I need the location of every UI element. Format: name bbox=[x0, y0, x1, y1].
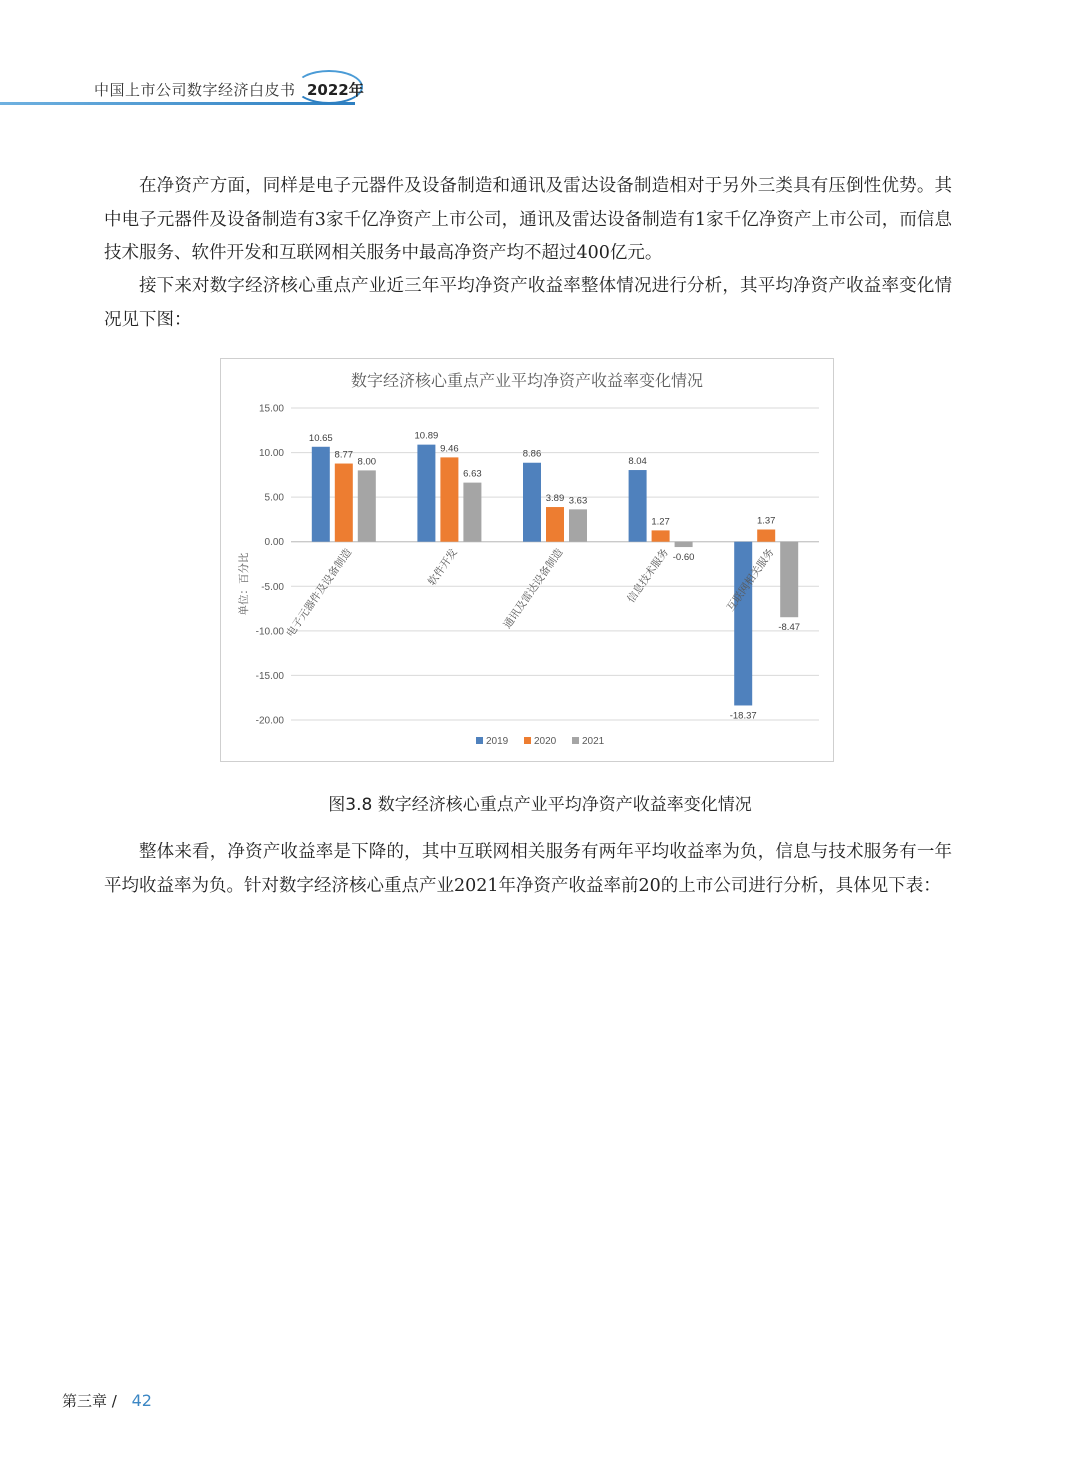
bar-2019 bbox=[312, 447, 330, 542]
data-label: 8.77 bbox=[334, 449, 354, 461]
y-tick-label: 5.00 bbox=[264, 492, 284, 504]
bar-2019 bbox=[734, 542, 752, 706]
data-label: 9.46 bbox=[440, 443, 459, 455]
bar-2019 bbox=[629, 470, 647, 542]
legend-swatch bbox=[572, 737, 579, 744]
chart-title: 数字经济核心重点产业平均净资产收益率变化情况 bbox=[350, 371, 704, 390]
figure-caption: 图3.8 数字经济核心重点产业平均净资产收益率变化情况 bbox=[328, 795, 752, 815]
bar-2020 bbox=[652, 530, 670, 541]
category-label: 软件开发 bbox=[425, 546, 460, 588]
data-label: 8.86 bbox=[522, 448, 542, 460]
category-label: 互联网相关服务 bbox=[724, 546, 777, 614]
data-label: 8.00 bbox=[357, 456, 377, 468]
bar-2021 bbox=[358, 470, 376, 541]
bar-2020 bbox=[440, 457, 458, 541]
bar-2020 bbox=[335, 464, 353, 542]
paragraph-conclusion: 整体来看，净资产收益率是下降的，其中互联网相关服务有两年平均收益率为负，信息与技术服务有一年平均收益率为负。针对数字经济核心重点产业2021年净资产收益率前20的上市公司进行分析，具体见下表： bbox=[104, 842, 952, 896]
data-label: 10.89 bbox=[414, 430, 439, 442]
data-label: 3.89 bbox=[545, 493, 565, 505]
bar-2020 bbox=[757, 530, 775, 542]
footer-chapter: 第三章 / bbox=[62, 1392, 117, 1410]
data-label: -18.37 bbox=[729, 710, 757, 722]
legend-label: 2019 bbox=[486, 736, 509, 747]
y-tick-label: 15.00 bbox=[258, 403, 284, 415]
paragraph-net-assets: 在净资产方面，同样是电子元器件及设备制造和通讯及雷达设备制造相对于另外三类具有压倒性优势。其中电子元器件及设备制造有3家千亿净资产上市公司，通讯及雷达设备制造有1家千亿净资产上市公司，而信息技术服务、软件开发和互联网相关服务中最高净资产均不超过400亿元。 bbox=[104, 176, 952, 263]
bar-2020 bbox=[546, 507, 564, 542]
data-label: 6.63 bbox=[463, 468, 482, 480]
roe-chart-svg bbox=[221, 359, 833, 761]
data-label: 1.37 bbox=[756, 515, 776, 527]
paragraph-roe-intro: 接下来对数字经济核心重点产业近三年平均净资产收益率整体情况进行分析，其平均净资产收益率变化情况见下图： bbox=[104, 276, 952, 330]
y-tick-label: -20.00 bbox=[255, 715, 284, 727]
header-year-badge bbox=[295, 70, 367, 104]
data-label: -8.47 bbox=[778, 622, 801, 634]
category-label: 通讯及雷达设备制造 bbox=[501, 546, 566, 631]
page-header bbox=[0, 66, 1080, 110]
data-label: 10.65 bbox=[308, 432, 333, 444]
y-axis-label: 单位：百分比 bbox=[238, 552, 250, 616]
header-year: 2022年 bbox=[307, 81, 364, 99]
page-number: 42 bbox=[131, 1391, 152, 1410]
legend-swatch bbox=[476, 737, 483, 744]
page-footer bbox=[62, 1390, 152, 1411]
y-tick-label: 10.00 bbox=[258, 448, 284, 460]
bar-2021 bbox=[569, 509, 587, 541]
y-tick-label: -15.00 bbox=[255, 670, 284, 682]
category-label: 电子元器件及设备制造 bbox=[284, 546, 355, 640]
data-label: -0.60 bbox=[672, 552, 695, 564]
data-label: 3.63 bbox=[568, 495, 588, 507]
legend-label: 2021 bbox=[582, 736, 605, 747]
data-label: 8.04 bbox=[628, 456, 647, 468]
category-label: 信息技术服务 bbox=[625, 546, 672, 606]
y-tick-label: -10.00 bbox=[255, 626, 284, 638]
y-tick-label: 0.00 bbox=[264, 537, 284, 549]
header-title: 中国上市公司数字经济白皮书 bbox=[94, 81, 296, 99]
data-label: 1.27 bbox=[651, 516, 670, 528]
bar-2021 bbox=[675, 542, 693, 547]
y-tick-label: -5.00 bbox=[261, 581, 284, 593]
roe-chart bbox=[220, 358, 834, 762]
bar-2019 bbox=[417, 445, 435, 542]
bar-2021 bbox=[463, 483, 481, 542]
legend-label: 2020 bbox=[534, 736, 557, 747]
legend-swatch bbox=[524, 737, 531, 744]
bar-2019 bbox=[523, 463, 541, 542]
bar-2021 bbox=[780, 542, 798, 618]
